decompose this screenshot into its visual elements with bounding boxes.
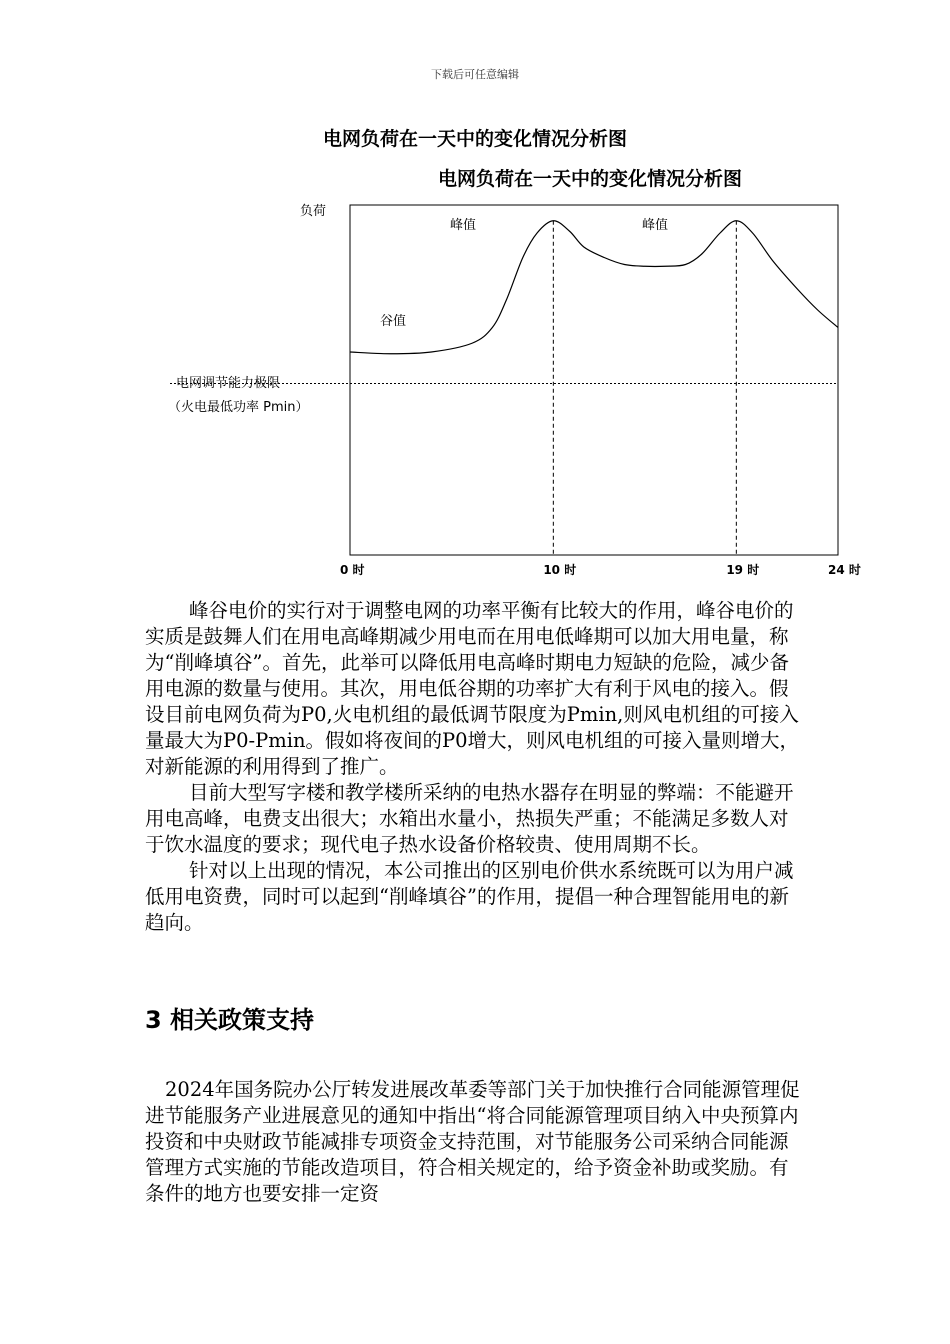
paragraph-2: 目前大型写字楼和教学楼所采纳的电热水器存在明显的弊端：不能避开用电高峰，电费支出很大；水箱出水量小，热损失严重；不能满足多数人对于饮水温度的要求；现代电子热水设备价格较贵、使用周期不长。 xyxy=(145,781,794,856)
chart-title: 电网负荷在一天中的变化情况分析图 xyxy=(437,168,743,190)
x-tick-label: 10 时 xyxy=(543,563,577,577)
limit-label-line1: 电网调节能力极限 xyxy=(176,376,281,391)
x-tick-labels xyxy=(340,562,861,577)
paragraph-3: 针对以上出现的情况，本公司推出的区别电价供水系统既可以为用户减低用电资费，同时可以起到“削峰填谷”的作用，提倡一种合理智能用电的新趋向。 xyxy=(145,859,794,934)
y-axis-label: 负荷 xyxy=(300,204,327,219)
x-tick-label: 19 时 xyxy=(726,563,760,577)
peak-markers xyxy=(553,221,736,555)
body-paragraphs xyxy=(145,598,805,936)
figure-caption: 电网负荷在一天中的变化情况分析图 xyxy=(322,128,627,150)
peak-annotation-1: 峰值 xyxy=(450,218,477,233)
limit-label-line2: （火电最低功率 Pmin） xyxy=(168,400,309,415)
peak-annotation-2: 峰值 xyxy=(642,218,669,233)
section-heading: 3 相关政策支持 xyxy=(145,1006,315,1034)
policy-paragraph: 2024年国务院办公厅转发进展改革委等部门关于加快推行合同能源管理促进节能服务产业进展意见的通知中指出“将合同能源管理项目纳入中央预算内投资和中央财政节能减排专项资金支持范围，对节能服务公司采纳合同能源管理方式实施的节能改造项目，符合相关规定的，给予资金补助或奖励。有条件的地方也要安排一定资 xyxy=(145,1078,800,1205)
x-tick-label: 24 时 xyxy=(828,563,861,577)
load-curve-line xyxy=(350,221,838,354)
load-curve-chart xyxy=(160,160,880,580)
plot-frame xyxy=(350,205,838,555)
x-tick-label: 0 时 xyxy=(340,563,365,577)
page-header-note: 下载后可任意编辑 xyxy=(431,68,519,81)
paragraph-1: 峰谷电价的实行对于调整电网的功率平衡有比较大的作用，峰谷电价的实质是鼓舞人们在用电高峰期减少用电而在用电低峰期可以加大用电量，称为“削峰填谷”。首先，此举可以降低用电高峰时期电力短缺的危险，减少备用电源的数量与使用。其次，用电低谷期的功率扩大有利于风电的接入。假设目前电网负荷为P0,火电机组的最低调节限度为Pmin,则风电机组的可接入量最大为P0-Pmin。假如将夜间的P0增大，则风电机组的可接入量则增大，对新能源的利用得到了推广。 xyxy=(145,599,800,778)
valley-annotation: 谷值 xyxy=(380,314,407,329)
